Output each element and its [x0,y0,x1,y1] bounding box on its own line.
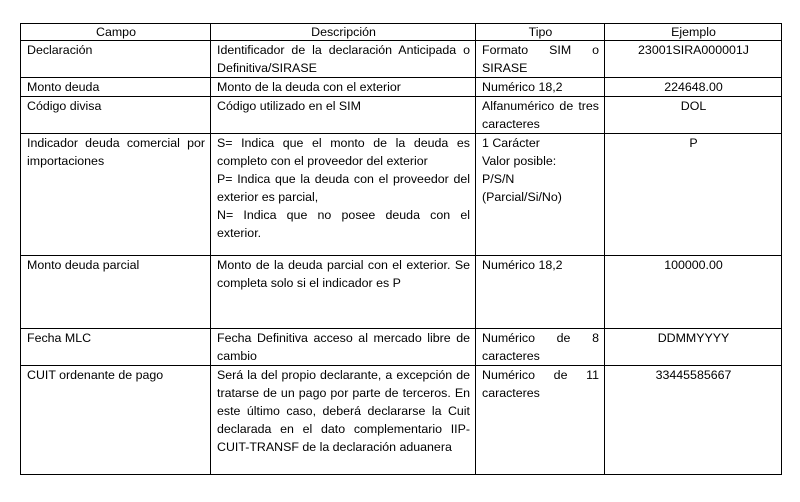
header-campo: Campo [21,24,211,41]
cell-descripcion: Monto de la deuda parcial con el exterior. Se completa solo si el indicador es P [211,256,476,329]
header-descripcion: Descripción [211,24,476,41]
cell-ejemplo: 33445585667 [605,366,782,475]
cell-descripcion: Fecha Definitiva acceso al mercado libre de cambio [211,329,476,366]
cell-ejemplo: 23001SIRA000001J [605,41,782,78]
cell-tipo: Numérico de 8 caracteres [476,329,605,366]
table-row [21,134,782,256]
cell-tipo: Numérico 18,2 [476,78,605,97]
table-row [21,78,782,97]
cell-campo: Código divisa [21,97,211,134]
cell-ejemplo: 100000.00 [605,256,782,329]
cell-descripcion: Monto de la deuda con el exterior [211,78,476,97]
header-tipo: Tipo [476,24,605,41]
table-row [21,256,782,329]
cell-campo: Fecha MLC [21,329,211,366]
table-row [21,329,782,366]
cell-campo: CUIT ordenante de pago [21,366,211,475]
cell-campo: Monto deuda parcial [21,256,211,329]
cell-descripcion: Código utilizado en el SIM [211,97,476,134]
header-ejemplo: Ejemplo [605,24,782,41]
table-row [21,41,782,78]
cell-descripcion: Identificador de la declaración Anticipada o Definitiva/SIRASE [211,41,476,78]
table-row [21,97,782,134]
cell-tipo: 1 Carácter Valor posible: P/S/N (Parcial/Si/No) [476,134,605,256]
cell-descripcion: S= Indica que el monto de la deuda es completo con el proveedor del exterior P= Indica que la deuda con el proveedor del exterior es parcial, N= Indica que no posee deuda con el exterior. [211,134,476,256]
field-spec-table [20,23,782,475]
cell-tipo: Numérico de 11 caracteres [476,366,605,475]
header-row [21,24,782,41]
cell-ejemplo: 224648.00 [605,78,782,97]
cell-campo: Declaración [21,41,211,78]
table-row [21,366,782,475]
cell-campo: Monto deuda [21,78,211,97]
cell-ejemplo: P [605,134,782,256]
cell-tipo: Formato SIM o SIRASE [476,41,605,78]
cell-campo: Indicador deuda comercial por importaciones [21,134,211,256]
cell-tipo: Numérico 18,2 [476,256,605,329]
cell-ejemplo: DDMMYYYY [605,329,782,366]
cell-ejemplo: DOL [605,97,782,134]
cell-tipo: Alfanumérico de tres caracteres [476,97,605,134]
cell-descripcion: Será la del propio declarante, a excepción de tratarse de un pago por parte de terceros. En este último caso, deberá declararse la Cuit declarada en el dato complementario IIP-CUIT-TRANSF de la declaración aduanera [211,366,476,475]
